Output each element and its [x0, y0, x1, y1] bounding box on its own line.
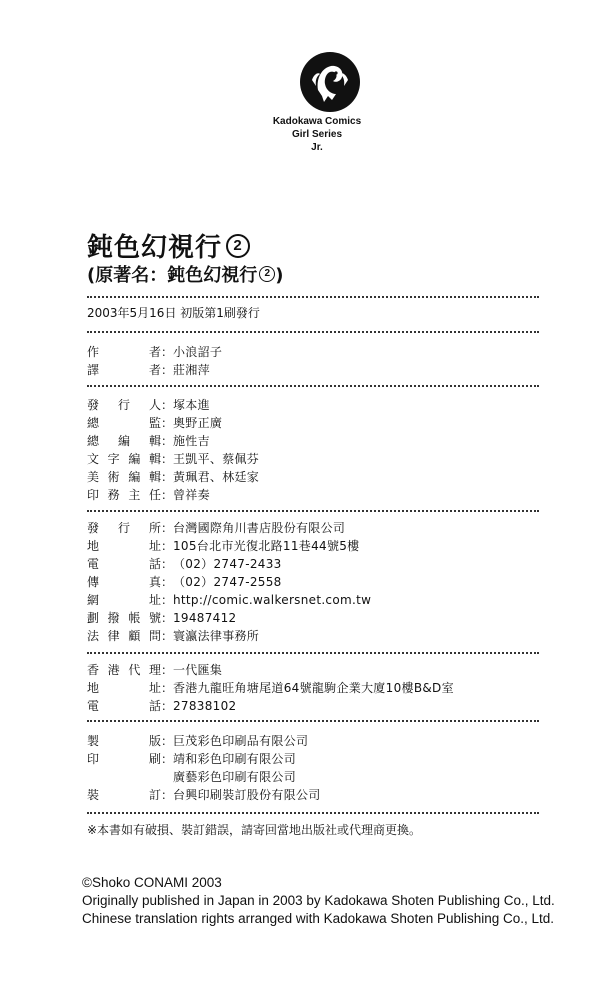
staff-row-label: 文 字 編 輯 — [87, 452, 161, 466]
original-title — [87, 264, 283, 288]
brand-subseries: Jr. — [311, 142, 323, 153]
printing-row-value: 台興印刷裝訂股份有限公司 — [173, 788, 321, 802]
label-colon: ： — [161, 752, 174, 766]
staff-row-value: 黃珮君、林廷家 — [173, 470, 260, 484]
publisher-row-value: http://comic.walkersnet.com.tw — [173, 593, 372, 607]
publisher-row-value: 寰瀛法律事務所 — [173, 629, 260, 643]
original-title-close: ) — [275, 265, 284, 286]
credits-row — [87, 343, 547, 361]
original-publication-line: Originally published in Japan in 2003 by Kadokawa Shoten Publishing Co., Ltd. — [82, 893, 555, 908]
staff-row — [87, 396, 547, 414]
publication-date: 2003年5月16日 初版第1刷發行 — [87, 306, 260, 320]
printing-row-label: 製 版 — [87, 734, 161, 748]
printing-row-value: 巨茂彩色印刷品有限公司 — [173, 734, 309, 748]
staff-row-label: 印 務 主 任 — [87, 488, 161, 502]
label-colon: ： — [161, 681, 174, 695]
printing-row-value: 廣藝彩色印刷有限公司 — [173, 770, 297, 784]
staff-row — [87, 486, 547, 504]
hongkong-row — [87, 661, 547, 679]
staff-row — [87, 450, 547, 468]
brand-series: Girl Series — [291, 129, 343, 140]
hongkong-row-label: 香 港 代 理 — [87, 663, 161, 677]
hongkong-row-value: 香港九龍旺角塘尾道64號龍駒企業大廈10樓B&D室 — [173, 681, 454, 695]
label-colon: ： — [161, 345, 174, 359]
brand-name: Kadokawa Comics — [272, 116, 362, 127]
printing-row-label: 裝 訂 — [87, 788, 161, 802]
original-title-text: (原著名：鈍色幻視行 — [87, 265, 258, 286]
hongkong-row-label: 電 話 — [87, 699, 161, 713]
label-colon: ： — [161, 575, 174, 589]
staff-row-label: 美 術 編 輯 — [87, 470, 161, 484]
printing-row-value: 靖和彩色印刷有限公司 — [173, 752, 297, 766]
publisher-row — [87, 537, 547, 555]
volume-number: 2 — [226, 234, 250, 258]
publisher-section — [87, 519, 547, 645]
label-colon: ： — [161, 611, 174, 625]
label-colon: ： — [161, 557, 174, 571]
credits-row-label: 作 者 — [87, 345, 161, 359]
printing-row — [87, 786, 547, 804]
publisher-row — [87, 591, 547, 609]
publisher-row-value: 台灣國際角川書店股份有限公司 — [173, 521, 346, 535]
phoenix-emblem-icon — [298, 50, 362, 114]
label-colon: ： — [161, 788, 174, 802]
book-title-text: 鈍色幻視行 — [87, 233, 223, 263]
hongkong-row-label: 地 址 — [87, 681, 161, 695]
publisher-row-label: 發 行 所 — [87, 521, 161, 535]
book-title — [87, 232, 250, 264]
publisher-row-value: （02）2747-2558 — [173, 575, 282, 589]
divider — [87, 385, 539, 387]
credits-row-value: 小浪詔子 — [173, 345, 223, 359]
publisher-row-label: 傳 真 — [87, 575, 161, 589]
publisher-row — [87, 609, 547, 627]
hongkong-row-value: 一代匯集 — [173, 663, 223, 677]
credits-section — [87, 343, 547, 379]
staff-row — [87, 468, 547, 486]
translation-rights-line: Chinese translation rights arranged with Kadokawa Shoten Publishing Co., Ltd. — [82, 911, 555, 926]
hongkong-section — [87, 661, 547, 715]
copyright-line: ©Shoko CONAMI 2003 — [82, 875, 222, 890]
label-colon: ： — [161, 539, 174, 553]
damage-notice: ※本書如有破損、裝訂錯誤，請寄回當地出版社或代理商更換。 — [87, 823, 422, 837]
staff-row — [87, 432, 547, 450]
label-colon: ： — [161, 593, 174, 607]
printing-section — [87, 732, 547, 804]
hongkong-row-value: 27838102 — [173, 699, 237, 713]
credits-row-value: 莊湘萍 — [173, 363, 210, 377]
publisher-row-label: 地 址 — [87, 539, 161, 553]
printing-row — [87, 768, 547, 786]
label-colon: ： — [161, 398, 174, 412]
label-colon: ： — [161, 734, 174, 748]
hongkong-row — [87, 697, 547, 715]
publisher-row-label: 劃 撥 帳 號 — [87, 611, 161, 625]
label-colon: ： — [161, 521, 174, 535]
label-colon: ： — [161, 663, 174, 677]
printing-row — [87, 750, 547, 768]
label-colon: ： — [161, 699, 174, 713]
publisher-row — [87, 555, 547, 573]
publisher-row-value: 19487412 — [173, 611, 237, 625]
staff-section — [87, 396, 547, 504]
publisher-row-label: 法 律 顧 問 — [87, 629, 161, 643]
staff-row-value: 王凱平、蔡佩芬 — [173, 452, 260, 466]
staff-row-label: 總 編 輯 — [87, 434, 161, 448]
original-volume-number: 2 — [259, 266, 275, 282]
staff-row-label: 發 行 人 — [87, 398, 161, 412]
staff-row-value: 施性吉 — [173, 434, 210, 448]
divider — [87, 296, 539, 298]
staff-row-value: 奧野正廣 — [173, 416, 223, 430]
label-colon: ： — [161, 470, 174, 484]
printing-row-label: 印 刷 — [87, 752, 161, 766]
publisher-row — [87, 627, 547, 645]
publisher-row — [87, 519, 547, 537]
publisher-logo — [298, 50, 362, 114]
staff-row-label: 總 監 — [87, 416, 161, 430]
divider — [87, 720, 539, 722]
hongkong-row — [87, 679, 547, 697]
staff-row-value: 塚本進 — [173, 398, 210, 412]
printing-row — [87, 732, 547, 750]
divider — [87, 652, 539, 654]
publisher-row-label: 電 話 — [87, 557, 161, 571]
label-colon: ： — [161, 416, 174, 430]
publisher-row-value: （02）2747-2433 — [173, 557, 282, 571]
publisher-row — [87, 573, 547, 591]
credits-row — [87, 361, 547, 379]
staff-row — [87, 414, 547, 432]
label-colon: ： — [161, 488, 174, 502]
credits-row-label: 譯 者 — [87, 363, 161, 377]
label-colon: ： — [161, 629, 174, 643]
divider — [87, 510, 539, 512]
divider — [87, 331, 539, 333]
publisher-row-value: 105台北市光復北路11巷44號5樓 — [173, 539, 360, 553]
staff-row-value: 曾祥奏 — [173, 488, 210, 502]
divider — [87, 812, 539, 814]
label-colon: ： — [161, 363, 174, 377]
label-colon: ： — [161, 434, 174, 448]
publisher-row-label: 網 址 — [87, 593, 161, 607]
label-colon: ： — [161, 452, 174, 466]
